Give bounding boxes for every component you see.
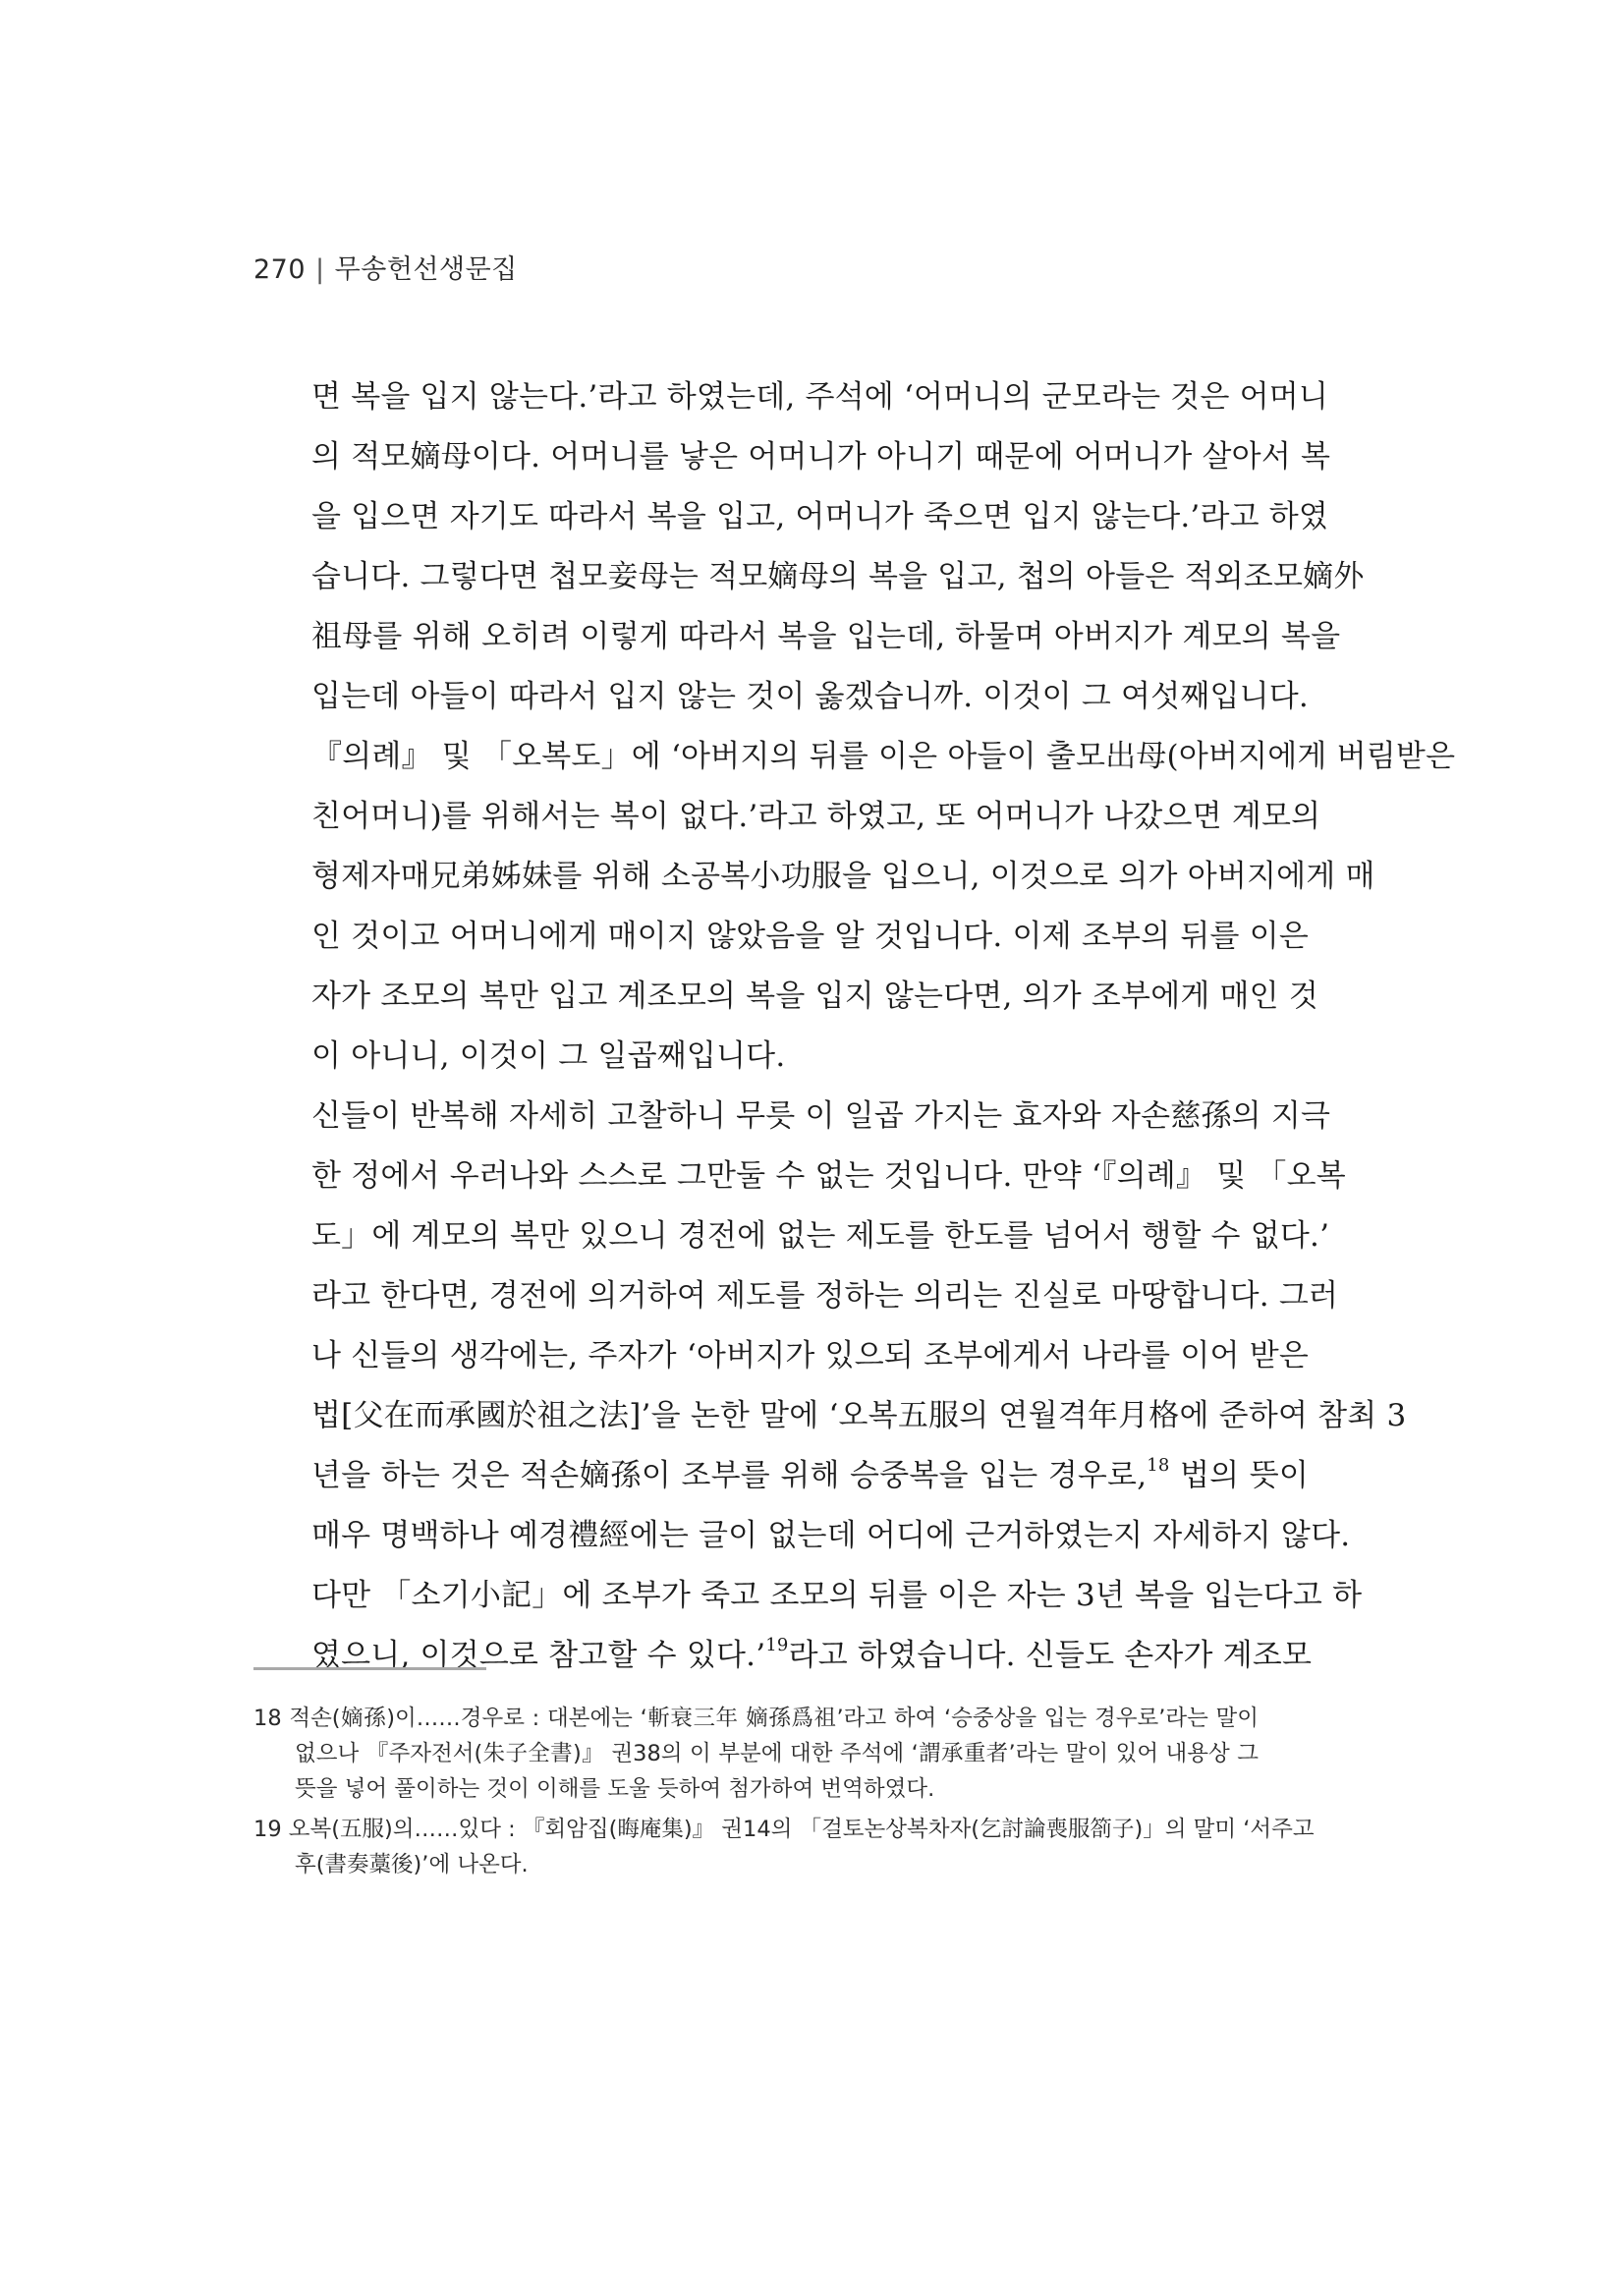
body-line: 이 아니니, 이것이 그 일곱째입니다.: [311, 1038, 786, 1074]
body-line: 친어머니)를 위해서는 복이 없다.’라고 하였고, 또 어머니가 나갔으면 계모의: [311, 799, 1321, 834]
body-line: 祖母를 위해 오히려 이렇게 따라서 복을 입는데, 하물며 아버지가 계모의 복을: [311, 619, 1341, 654]
body-line-text: 년을 하는 것은 적손嫡孫이 조부를 위해 승중복을 입는 경우로,: [311, 1458, 1148, 1493]
body-line: 한 정에서 우러나와 스스로 그만둘 수 없는 것입니다. 만약 ‘『의례』 및 「오복: [311, 1158, 1346, 1194]
body-line: 면 복을 입지 않는다.’라고 하였는데, 주석에 ‘어머니의 군모라는 것은 어머니: [311, 379, 1329, 415]
footnote-18-line: 뜻을 넣어 풀이하는 것이 이해를 도울 듯하여 첨가하여 번역하였다.: [295, 1776, 935, 1802]
body-line-with-note-18: [311, 1456, 1309, 1495]
body-line: 을 입으면 자기도 따라서 복을 입고, 어머니가 죽으면 입지 않는다.’라고 하였: [311, 499, 1329, 534]
body-line: 입는데 아들이 따라서 입지 않는 것이 옳겠습니까. 이것이 그 여섯째입니다.: [311, 679, 1309, 714]
body-line: 다만 「소기小記」에 조부가 죽고 조모의 뒤를 이은 자는 3년 복을 입는다고 하: [311, 1578, 1363, 1613]
body-line: 형제자매兄弟姊妹를 위해 소공복小功服을 입으니, 이것으로 의가 아버지에게 매: [311, 859, 1375, 894]
body-line: 의 적모嫡母이다. 어머니를 낳은 어머니가 아니기 때문에 어머니가 살아서 복: [311, 439, 1331, 475]
body-line: 신들이 반복해 자세히 고찰하니 무릇 이 일곱 가지는 효자와 자손慈孫의 지극: [311, 1098, 1331, 1134]
body-line: 법[父在而承國於祖之法]’을 논한 말에 ‘오복五服의 연월격年月格에 준하여 참최 3: [311, 1398, 1407, 1433]
body-line: 라고 한다면, 경전에 의거하여 제도를 정하는 의리는 진실로 마땅합니다. 그러: [311, 1278, 1339, 1314]
footnote-18-line: 없으나 『주자전서(朱子全書)』 권38의 이 부분에 대한 주석에 ‘謂承重者’라는 말이 있어 내용상 그: [295, 1741, 1259, 1766]
body-line: 매우 명백하나 예경禮經에는 글이 없는데 어디에 근거하였는지 자세하지 않다.: [311, 1518, 1351, 1553]
footnote-18-line: 18 적손(嫡孫)이……경우로 : 대본에는 ‘斬衰三年 嫡孫爲祖’라고 하여 ‘승중상을 입는 경우로’라는 말이: [253, 1706, 1259, 1731]
book-title: 무송헌선생문집: [334, 254, 518, 285]
body-line: 나 신들의 생각에는, 주자가 ‘아버지가 있으되 조부에게서 나라를 이어 받은: [311, 1338, 1309, 1373]
body-line: 도」에 계모의 복만 있으니 경전에 없는 제도를 한도를 넘어서 행할 수 없다.’: [311, 1218, 1330, 1254]
page-number: 270: [253, 254, 307, 285]
body-line: 자가 조모의 복만 입고 계조모의 복을 입지 않는다면, 의가 조부에게 매인 것: [311, 979, 1319, 1014]
footnote-ref-19[interactable]: 19: [765, 1634, 789, 1655]
footnote-ref-18[interactable]: 18: [1147, 1454, 1170, 1476]
body-line-text: 였으니, 이것으로 참고할 수 있다.’: [311, 1638, 766, 1673]
header-separator: |: [315, 254, 325, 285]
footnote-divider: [253, 1667, 486, 1670]
running-head: [253, 248, 518, 286]
footnote-19-line: 후(書奏藁後)’에 나온다.: [295, 1852, 529, 1877]
body-line-tail: 라고 하였습니다. 신들도 손자가 계조모: [788, 1638, 1313, 1673]
body-line: 습니다. 그렇다면 첩모妾母는 적모嫡母의 복을 입고, 첩의 아들은 적외조모嫡外: [311, 559, 1365, 594]
body-line: 『의례』 및 「오복도」에 ‘아버지의 뒤를 이은 아들이 출모出母(아버지에게 버림받은: [311, 739, 1456, 774]
footnote-19-line: 19 오복(五服)의……있다 : 『회암집(晦庵集)』 권14의 「걸토논상복차자(乞討論喪服箚子)」의 말미 ‘서주고: [253, 1817, 1315, 1842]
body-line-tail: 법의 뜻이: [1169, 1458, 1309, 1493]
body-line: 인 것이고 어머니에게 매이지 않았음을 알 것입니다. 이제 조부의 뒤를 이은: [311, 919, 1309, 954]
